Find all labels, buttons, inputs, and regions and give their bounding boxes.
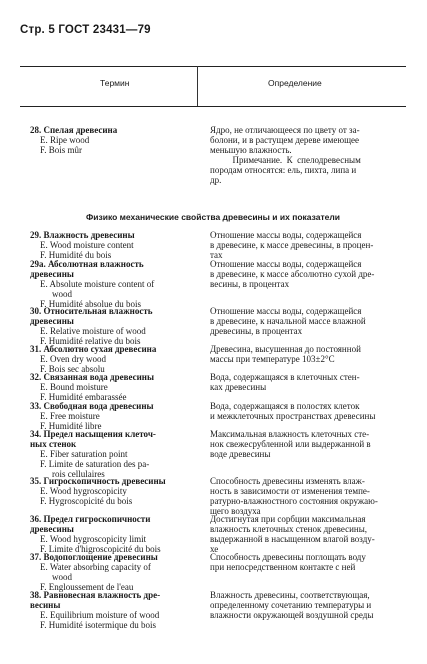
term-28 (30, 125, 200, 155)
note-line: др. (210, 175, 222, 185)
definition-line: тах (210, 250, 223, 261)
definition-line: массы при температуре 103±2°С (210, 353, 335, 364)
definition-line: Влажность древесины, соответствующая, (210, 589, 370, 600)
definition-line: определенному сочетанию температуры и (210, 599, 372, 610)
definition-line: влажности окружающей воздушной среды (210, 609, 374, 620)
definition-line: ратурно-влажностного состояния окружаю- (210, 496, 378, 507)
term-english: E. Ripe wood (40, 135, 90, 145)
term-29a (30, 259, 200, 309)
term-34 (30, 429, 200, 479)
definition-line: в древесине, к массе абсолютно сухой дре- (210, 268, 375, 279)
term-english: E. Fiber saturation point (40, 448, 128, 459)
definition-line: в древесине, к массе древесины, в процен- (210, 240, 374, 251)
section-heading: Физико механические свойства древесины и их показатели (86, 212, 340, 222)
definition-29 (210, 230, 406, 260)
definition-line: Отношение массы воды, содержащейся (210, 258, 362, 269)
term-title: 37. Водопоглощение древесины (30, 551, 158, 562)
term-french: F. Bois mûr (40, 145, 83, 155)
term-title: ных стенок (30, 438, 77, 449)
term-english: E. Equilibrium moisture of wood (40, 609, 160, 620)
definition-line: Ядро, не отличающееся по цвету от за- (210, 125, 360, 135)
definition-28 (210, 125, 406, 185)
term-english: E. Wood hygroscopicity (40, 486, 127, 497)
definition-line: Вода, содержащаяся в полостях клеток (210, 400, 360, 411)
term-30 (30, 306, 200, 346)
term-title: 28. Спелая древесина (30, 125, 118, 135)
term-title: 34. Предел насыщения клеточ- (30, 428, 156, 439)
term-title: древесины (30, 524, 74, 535)
definition-line: ность в зависимости от изменения темпе- (210, 486, 370, 497)
term-french: F. Limite d'higroscopicité du bois (40, 544, 161, 555)
note-line: Примечание. К спелодревесным (210, 155, 361, 165)
term-title: древесины (30, 268, 74, 279)
definition-line: воде древесины (210, 448, 271, 459)
term-french: rois cellulaires (52, 468, 105, 479)
term-french: F. Humidité libre (40, 420, 102, 431)
term-title: 29. Влажность древесины (30, 230, 135, 241)
definition-line: ках древесины (210, 382, 267, 393)
definition-line: Отношение массы воды, содержащейся (210, 306, 362, 316)
term-french: F. Engloussement de l'eau (40, 581, 134, 592)
term-french: F. Bois sec absolu (40, 363, 105, 374)
definition-line: Максимальная влажность клеточных сте- (210, 428, 370, 439)
running-head: Стр. 5 ГОСТ 23431—79 (20, 24, 151, 36)
definition-line: весины, в процентах (210, 278, 290, 289)
definition-line: хе (210, 544, 219, 555)
definition-line: Древесина, высушенная до постоянной (210, 343, 361, 354)
definition-line: Отношение массы воды, содержащейся (210, 230, 362, 241)
term-title: 30. Относительная влажность (30, 306, 153, 316)
definition-line: и межклеточных пространствах древесины (210, 410, 376, 421)
term-title: 38. Равновесная влажность дре- (30, 589, 161, 600)
definition-38 (210, 590, 406, 620)
definition-37 (210, 552, 406, 572)
term-english: E. Wood moisture content (40, 240, 134, 251)
term-31 (30, 344, 200, 374)
term-title: 35. Гигроскопичность древесины (30, 476, 166, 487)
definition-34 (210, 429, 406, 459)
definition-33 (210, 401, 406, 421)
definition-line: в древесине, к начальной массе влажной (210, 316, 366, 326)
term-english: E. Relative moisture of wood (40, 326, 146, 336)
definition-35 (210, 476, 406, 516)
term-french: F. Hygroscopicité du bois (40, 496, 133, 507)
term-english: E. Absolute moisture content of (40, 278, 155, 289)
term-32 (30, 372, 200, 402)
definition-line: выдержанной в насыщенном влагой возду- (210, 534, 375, 545)
definition-line: Вода, содержащаяся в клеточных стен- (210, 372, 360, 383)
term-title: 33. Свободная вода древесины (30, 400, 154, 411)
definition-line: щего воздуха (210, 506, 261, 517)
term-title: весины (30, 599, 61, 610)
term-french: F. Humidité absolue du bois (40, 298, 142, 309)
column-header-term: Термин (100, 78, 130, 88)
definition-29a (210, 259, 406, 289)
term-english: E. Wood hygroscopicity limit (40, 534, 147, 545)
term-title: 29а. Абсолютная влажность (30, 258, 144, 269)
definition-line: Достигнутая при сорбции максимальная (210, 514, 366, 525)
header-bottom-rule (20, 106, 406, 107)
note-line: породам относятся: ель, пихта, липа и (210, 165, 357, 175)
term-title: древесины (30, 316, 74, 326)
term-english: E. Water absorbing capacity of (40, 561, 151, 572)
term-title: 36. Предел гигроскопичности (30, 514, 151, 525)
definition-line: влажность клеточных стенок древесины, (210, 524, 368, 535)
term-french: F. Limite de saturation des pa- (40, 458, 150, 469)
term-french: F. Humidité isotermique du bois (40, 619, 157, 630)
term-french: F. Humidité du bois (40, 250, 112, 261)
term-english: wood (52, 288, 72, 299)
term-35 (30, 476, 200, 506)
term-english: E. Free moisture (40, 410, 100, 421)
term-english: wood (52, 571, 72, 582)
term-36 (30, 514, 200, 554)
term-37 (30, 552, 200, 592)
column-header-definition: Определение (268, 78, 322, 88)
definition-line: болони, и в растущем дереве имеющее (210, 135, 359, 145)
term-french: F. Humidité embarassée (40, 392, 127, 403)
definition-line: нок свежесрубленной или выдержанной в (210, 438, 371, 449)
term-29 (30, 230, 200, 260)
term-english: E. Bound moisture (40, 382, 108, 393)
definition-line: Способность древесины изменять влаж- (210, 476, 365, 487)
term-title: 32. Связанная вода древесины (30, 372, 154, 383)
term-english: E. Oven dry wood (40, 353, 106, 364)
definition-line: меньшую влажность. (210, 145, 292, 155)
header-column-divider (197, 66, 198, 106)
term-38 (30, 590, 200, 630)
table-top-rule (20, 66, 406, 67)
definition-36 (210, 514, 406, 554)
definition-line: при непосредственном контакте с ней (210, 561, 356, 572)
definition-30 (210, 306, 406, 336)
definition-line: древесины, в процентах (210, 326, 303, 336)
term-33 (30, 401, 200, 431)
definition-32 (210, 372, 406, 392)
term-french: F. Humidité relative du bois (40, 336, 141, 346)
term-title: 31. Абсолютно сухая древесина (30, 343, 157, 354)
definition-line: Способность древесины поглощать воду (210, 551, 366, 562)
definition-31 (210, 344, 406, 364)
